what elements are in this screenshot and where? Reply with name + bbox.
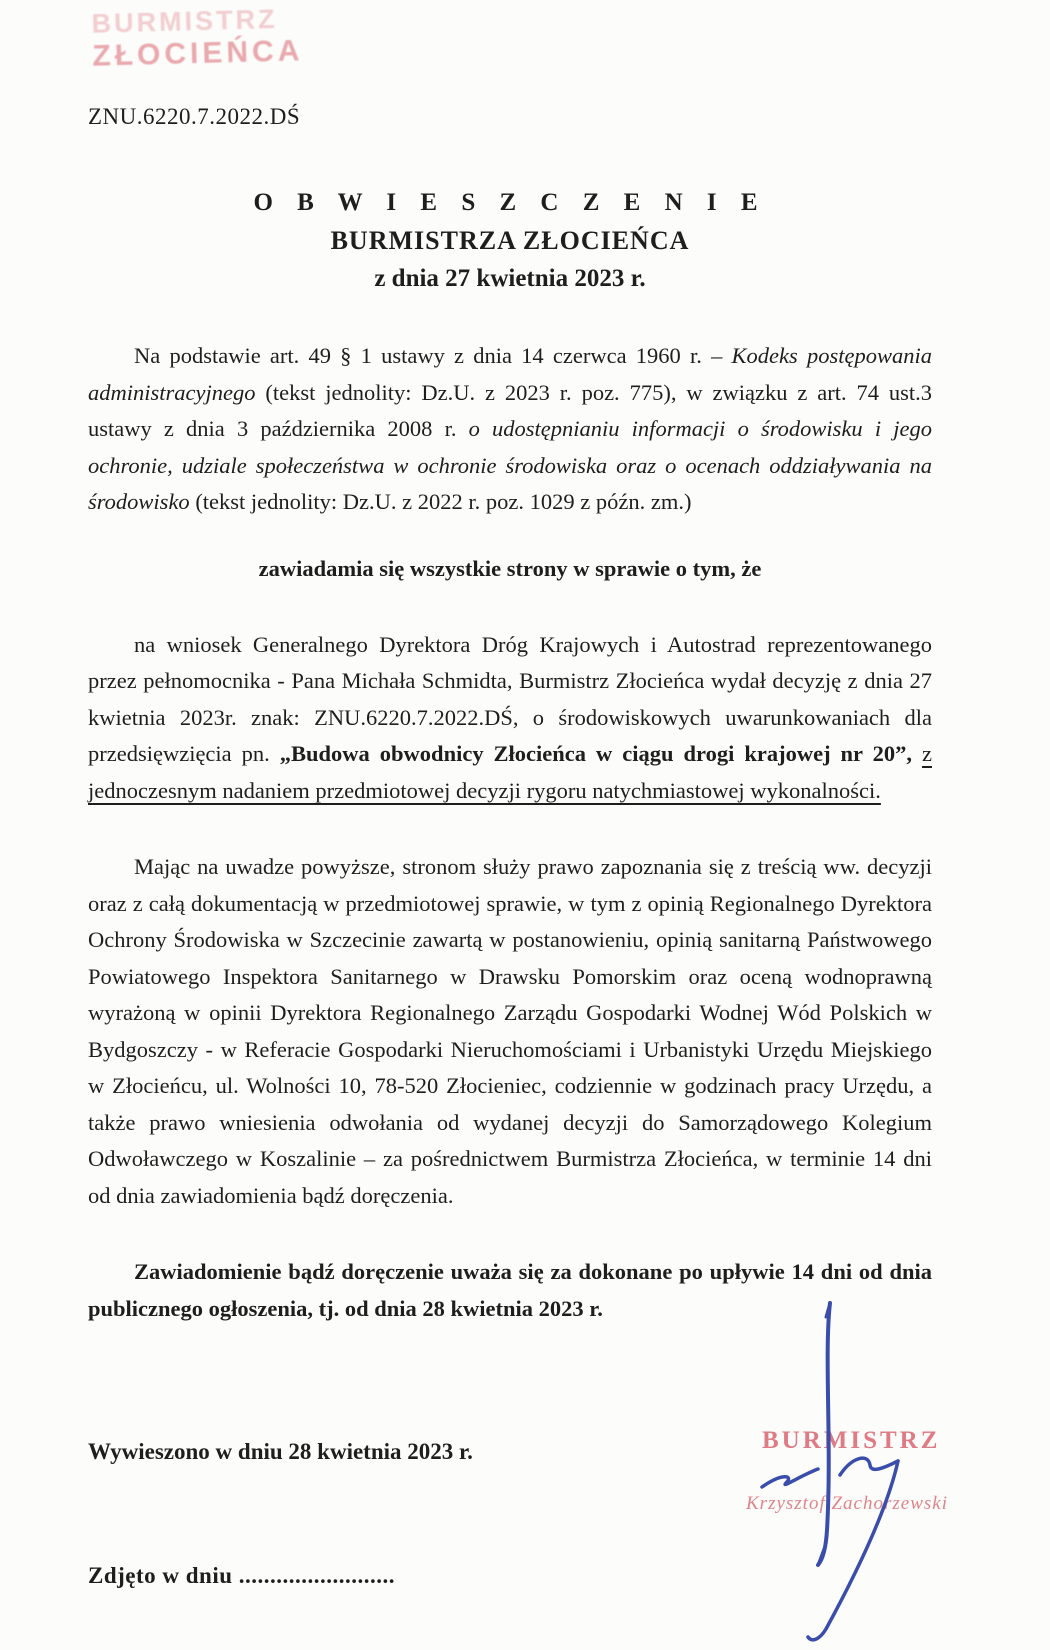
decision-immediate-enforceability: z jednoczesnym nadaniem przedmiotowej decyzji rygoru natychmiastowej wykonalności. [88,741,932,803]
legal-basis-text: Na podstawie art. 49 § 1 ustawy z dnia 14 czerwca 1960 r. – [134,343,732,368]
case-reference-number: ZNU.6220.7.2022.DŚ [88,104,301,129]
signature-block [690,1285,1000,1650]
title-line-date: z dnia 27 kwietnia 2023 r. [374,265,646,292]
decision-text: na wniosek Generalnego Dyrektora Dróg Krajowych i Autostrad reprezentowanego przez pełnomocnika - Pana Michała Schmidta, Burmistrz Złocieńca wydał decyzję z dnia 27 kwietnia 2023r. znak: ZNU.6220.7.2022.DŚ, o środowiskowych uwarunkowaniach dla przedsięwzięcia pn. [88,631,932,766]
legal-basis-act-title: Kodeks postępowania administracyjnego [88,343,932,405]
title-line-announcement: O B W I E S Z C Z E N I E [253,189,767,216]
corner-stamp-line2: ZŁOCIEŃCA [91,34,304,73]
mayor-stamp-name: Krzysztof Zachorzewski [746,1493,948,1514]
posted-date-line: Wywieszono w dniu 28 kwietnia 2023 r. [88,1439,473,1464]
removed-date-dotted-blank: ......................... [238,1563,396,1588]
decision-project-name: „Budowa obwodnicy Złocieńca w ciągu drogi krajowej nr 20”, [279,741,922,766]
handwritten-signature [690,1285,1000,1650]
paragraph-delivery-deemed: Zawiadomienie bądź doręczenie uważa się za dokonane po upływie 14 dni od dnia publicznego ogłoszenia, tj. od dnia 28 kwietnia 2023 r. [88,1259,932,1321]
mayor-stamp-title: BURMISTRZ [762,1427,941,1454]
legal-basis-text-3: (tekst jednolity: Dz.U. z 2022 r. poz. 1029 z późn. zm.) [189,489,692,514]
legal-basis-env-act-title: o udostępnianiu informacji o środowisku i jego ochronie, udziale społeczeństwa w ochronie środowiska oraz o ocenach oddziaływania na środowisko [88,416,932,514]
paragraph-legal-basis [88,338,932,521]
removed-date-label: Zdjęto w dniu [88,1563,233,1588]
paragraph-rights-information: Mając na uwadze powyższe, stronom służy prawo zapoznania się z treścią ww. decyzji oraz z całą dokumentacją w przedmiotowej sprawie, w tym z opinią Regionalnego Dyrektora Ochrony Środowiska w Szczecinie zawartą w postanowieniu, opinią sanitarną Państwowego Powiatowego Inspektora Sanitarnego w Drawsku Pomorskim oraz oceną wodnoprawną wyrażoną w opinii Dyrektora Regionalnego Zarządu Gospodarki Wodnej Wód Polskich w Bydgoszczy - w Referacie Gospodarki Nieruchomościami i Urbanistyki Urzędu Miejskiego w Złocieńcu, ul. Wolności 10, 78-520 Złocieniec, codziennie w godzinach pracy Urzędu, a także prawo wniesienia odwołania od wydanej decyzji do Samorządowego Kolegium Odwoławczego w Koszalinie – za pośrednictwem Burmistrza Złocieńca, w terminie 14 dni od dnia zawiadomienia bądź doręczenia. [88,854,932,1208]
notice-statement-line: zawiadamia się wszystkie strony w sprawie o tym, że [258,555,762,581]
legal-basis-text-2: (tekst jednolity: Dz.U. z 2023 r. poz. 775), w związku z art. 74 ust.3 ustawy z dnia 3 października 2008 r. [88,379,932,441]
title-line-authority: BURMISTRZA ZŁOCIEŃCA [330,226,690,255]
document-title [88,184,932,298]
corner-stamp-line1: BURMISTRZ [91,3,278,39]
paragraph-decision [88,627,932,810]
